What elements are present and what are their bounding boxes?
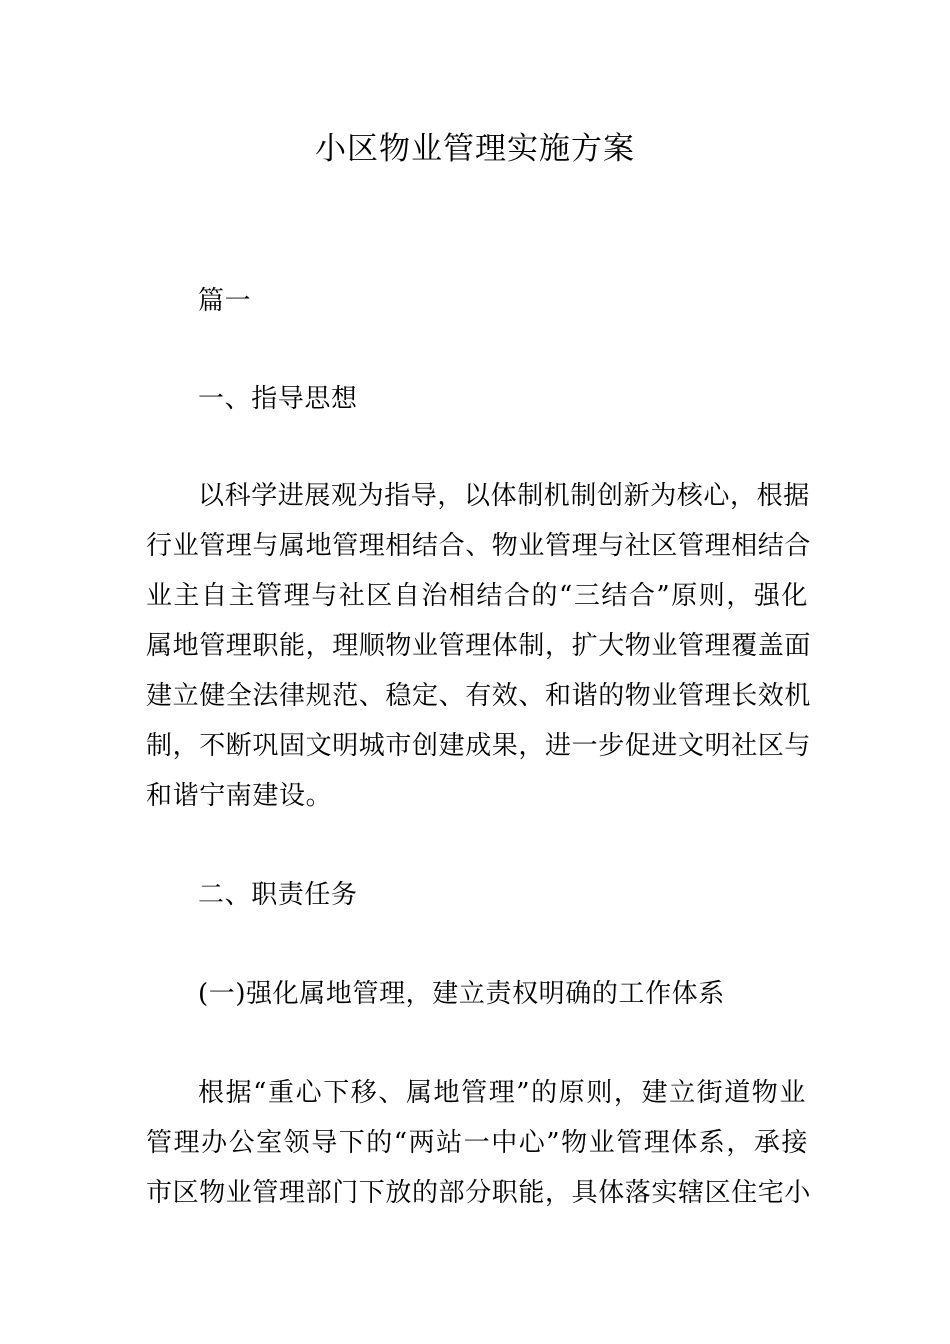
paragraph-line: 业主自主管理与社区自治相结合的“三结合”原则，强化 [146,581,808,611]
paragraph-line: 制，不断巩固文明城市创建成果，进一步促进文明社区与 [146,731,812,761]
part-label: 篇一 [198,286,252,316]
document-title: 小区物业管理实施方案 [315,131,635,167]
paragraph-line: 建立健全法律规范、稳定、有效、和谐的物业管理长效机 [146,681,812,711]
subsection-heading: (一)强化属地管理，建立责权明确的工作体系 [198,979,725,1009]
section-heading-duties-tasks: 二、职责任务 [198,880,358,910]
section-heading-guiding-ideology: 一、指导思想 [198,384,358,414]
paragraph-line: 根据“重心下移、属地管理”的原则，建立街道物业 [198,1078,806,1108]
paragraph-line: 市区物业管理部门下放的部分职能，具体落实辖区住宅小 [146,1178,812,1208]
paragraph-line: 以科学进展观为指导，以体制机制创新为核心，根据 [198,481,810,511]
paragraph-line: 管理办公室领导下的“两站一中心”物业管理体系，承接 [146,1128,808,1158]
paragraph-line: 行业管理与属地管理相结合、物业管理与社区管理相结合 [146,531,812,561]
paragraph-line: 属地管理职能，理顺物业管理体制，扩大物业管理覆盖面 [146,631,812,661]
paragraph-line: 和谐宁南建设。 [146,781,333,811]
